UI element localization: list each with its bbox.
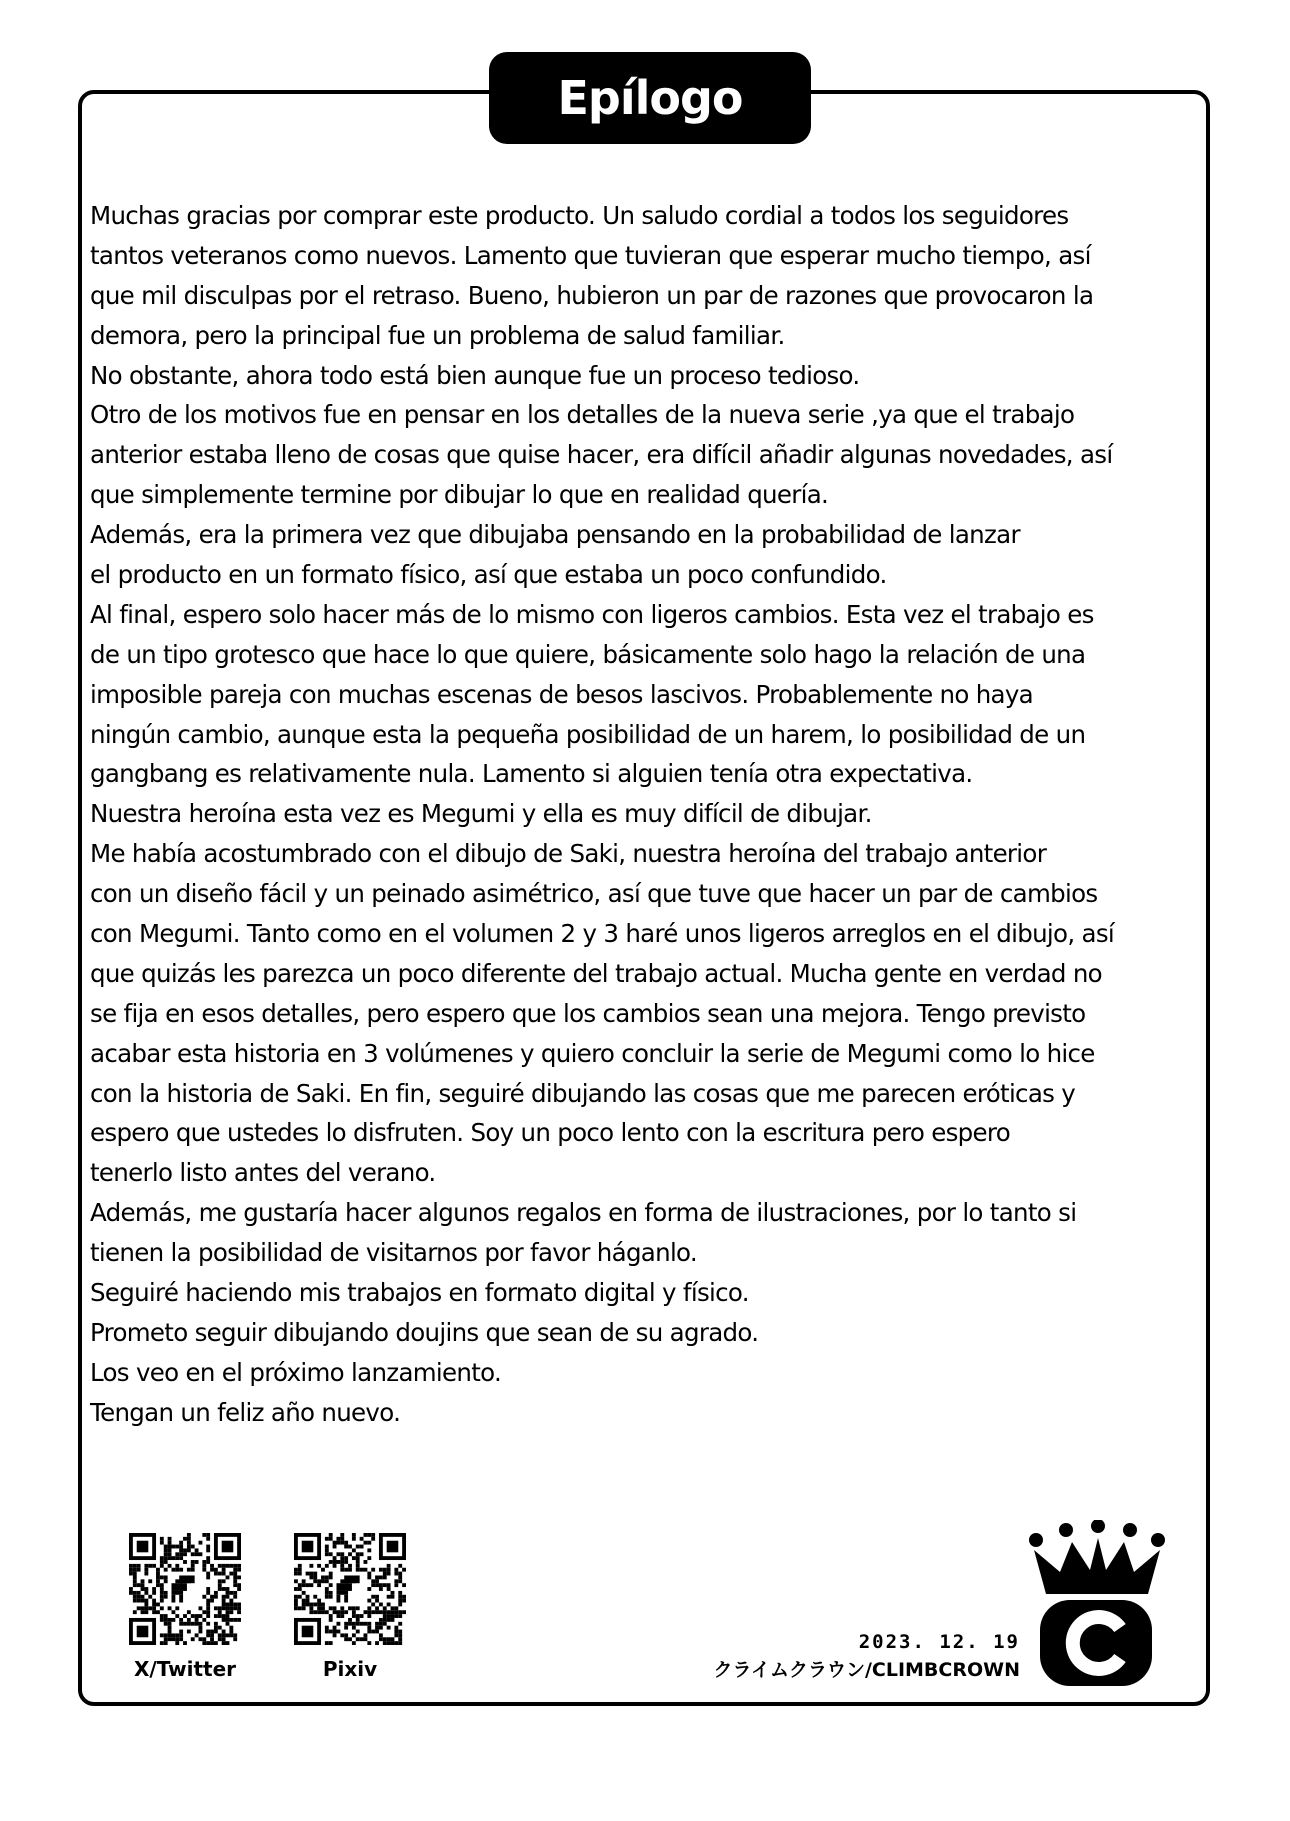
text-line: Me había acostumbrado con el dibujo de Saki, nuestra heroína del trabajo anterior: [90, 839, 1047, 869]
text-line: No obstante, ahora todo está bien aunque fue un proceso tedioso.: [90, 360, 860, 390]
qr-code-twitter: [129, 1533, 241, 1645]
qr-code-pixiv: [294, 1533, 406, 1645]
text-line: que mil disculpas por el retraso. Bueno, hubieron un par de razones que provocaron la: [90, 280, 1094, 310]
text-line: gangbang es relativamente nula. Lamento si alguien tenía otra expectativa.: [90, 759, 973, 789]
text-line: con Megumi. Tanto como en el volumen 2 y 3 haré unos ligeros arreglos en el dibujo, así: [90, 919, 1114, 949]
text-line: con la historia de Saki. En fin, seguiré dibujando las cosas que me parecen eróticas y: [90, 1078, 1076, 1108]
climbcrown-logo: [1020, 1520, 1170, 1688]
text-line: espero que ustedes lo disfruten. Soy un poco lento con la escritura pero espero: [90, 1118, 1011, 1148]
text-line: tienen la posibilidad de visitarnos por favor háganlo.: [90, 1238, 697, 1268]
signature: [714, 1628, 1020, 1684]
text-line: Al final, espero solo hacer más de lo mismo con ligeros cambios. Esta vez el trabajo es: [90, 599, 1094, 629]
epilogue-text: [90, 196, 1200, 1433]
qr-caption-twitter: X/Twitter: [133, 1657, 237, 1681]
text-line: acabar esta historia en 3 volúmenes y quiero concluir la serie de Megumi como lo hice: [90, 1038, 1095, 1068]
text-line: Seguiré haciendo mis trabajos en formato digital y físico.: [90, 1278, 749, 1308]
text-line: que quizás les parezca un poco diferente del trabajo actual. Mucha gente en verdad no: [90, 958, 1102, 988]
text-line: tantos veteranos como nuevos. Lamento que tuvieran que esperar mucho tiempo, así: [90, 240, 1091, 270]
text-line: anterior estaba lleno de cosas que quise hacer, era difícil añadir algunas novedades, así: [90, 440, 1113, 470]
text-line: que simplemente termine por dibujar lo que en realidad quería.: [90, 480, 829, 510]
text-line: imposible pareja con muchas escenas de besos lascivos. Probablemente no haya: [90, 679, 1033, 709]
qr-caption-pixiv: Pixiv: [322, 1657, 378, 1681]
text-line: Nuestra heroína esta vez es Megumi y ella es muy difícil de dibujar.: [90, 799, 872, 829]
text-line: el producto en un formato físico, así que estaba un poco confundido.: [90, 560, 887, 590]
text-line: demora, pero la principal fue un problema de salud familiar.: [90, 320, 785, 350]
text-line: se fija en esos detalles, pero espero que los cambios sean una mejora. Tengo previsto: [90, 998, 1086, 1028]
text-line: con un diseño fácil y un peinado asimétrico, así que tuve que hacer un par de cambios: [90, 879, 1098, 909]
text-line: Tengan un feliz año nuevo.: [90, 1397, 401, 1427]
signature-date: 2023. 12. 19: [858, 1631, 1020, 1653]
text-line: Otro de los motivos fue en pensar en los detalles de la nueva serie ,ya que el trabajo: [90, 400, 1075, 430]
text-line: Muchas gracias por comprar este producto. Un saludo cordial a todos los seguidores: [90, 201, 1069, 230]
signature-circle-name: クライムクラウン/CLIMBCROWN: [713, 1659, 1020, 1681]
text-line: tenerlo listo antes del verano.: [90, 1158, 436, 1188]
text-line: Los veo en el próximo lanzamiento.: [90, 1357, 502, 1387]
qr-block-twitter: [115, 1533, 255, 1681]
page-title: Epílogo: [557, 71, 743, 125]
qr-block-pixiv: [280, 1533, 420, 1681]
text-line: ningún cambio, aunque esta la pequeña posibilidad de un harem, lo posibilidad de un: [90, 719, 1086, 749]
text-line: Además, me gustaría hacer algunos regalos en forma de ilustraciones, por lo tanto si: [90, 1198, 1077, 1228]
title-banner: [489, 52, 811, 144]
text-line: Prometo seguir dibujando doujins que sean de su agrado.: [90, 1317, 759, 1347]
text-line: de un tipo grotesco que hace lo que quiere, básicamente solo hago la relación de una: [90, 639, 1086, 669]
text-line: Además, era la primera vez que dibujaba pensando en la probabilidad de lanzar: [90, 520, 1020, 550]
